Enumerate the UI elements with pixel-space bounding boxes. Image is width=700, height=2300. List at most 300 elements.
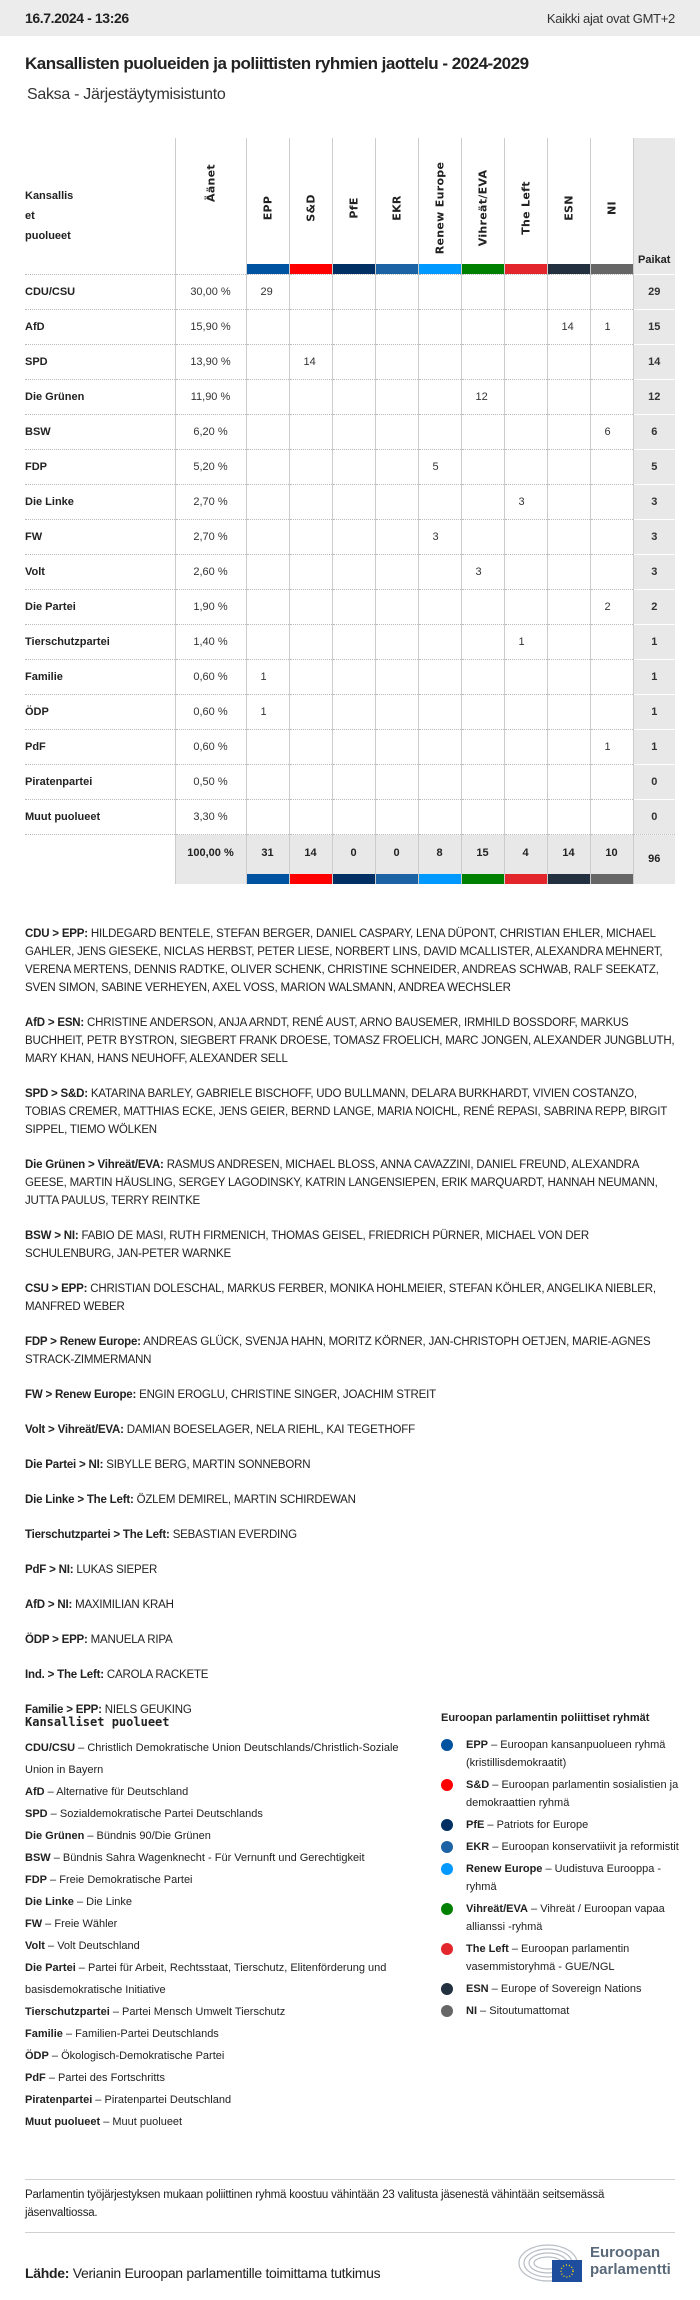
member-group-label: Tierschutzpartei > The Left: bbox=[25, 1529, 170, 1541]
legend-abbr: Vihreät/EVA bbox=[466, 1903, 528, 1915]
party-name: AfD bbox=[25, 309, 175, 344]
legend-name: Freie Wähler bbox=[54, 1918, 118, 1930]
legend-party-item: AfD – Alternative für Deutschland bbox=[25, 1786, 189, 1798]
group-seat-count bbox=[375, 449, 418, 484]
group-seat-count bbox=[504, 764, 547, 799]
group-seat-count bbox=[332, 624, 375, 659]
legend-abbr: Tierschutzpartei bbox=[25, 2006, 110, 2018]
group-total bbox=[246, 834, 289, 884]
group-seat-count bbox=[461, 799, 504, 834]
legend-abbr: Die Grünen bbox=[25, 1830, 85, 1842]
divider bbox=[25, 2232, 675, 2233]
totals-row bbox=[25, 834, 675, 884]
group-seat-count: 1 bbox=[590, 729, 633, 764]
legend-party-item: Piratenpartei – Piratenpartei Deutschland bbox=[25, 2094, 232, 2106]
group-seat-count: 5 bbox=[418, 449, 461, 484]
group-total-value: 4 bbox=[522, 847, 529, 860]
group-seat-count bbox=[418, 379, 461, 414]
legend-abbr: PfE bbox=[466, 1819, 485, 1831]
group-seat-count bbox=[590, 379, 633, 414]
group-color-dot-icon bbox=[441, 1841, 453, 1853]
group-seat-count bbox=[246, 484, 289, 519]
legend-abbr: ESN bbox=[466, 1983, 489, 1995]
group-color-bar bbox=[376, 264, 418, 274]
member-group-label: Familie > EPP: bbox=[25, 1704, 102, 1716]
group-seat-count: 6 bbox=[590, 414, 633, 449]
vote-share: 5,20 % bbox=[175, 449, 246, 484]
group-seat-count bbox=[547, 414, 590, 449]
total-seats: 12 bbox=[633, 379, 675, 414]
group-seat-count bbox=[246, 624, 289, 659]
group-total bbox=[375, 834, 418, 884]
group-seat-count bbox=[504, 449, 547, 484]
member-names: DAMIAN BOESELAGER, NELA RIEHL, KAI TEGETHOFF bbox=[126, 1424, 415, 1436]
member-group-label: CDU > EPP: bbox=[25, 928, 88, 940]
table-row bbox=[25, 309, 675, 344]
group-seat-count: 1 bbox=[590, 309, 633, 344]
group-total-value: 14 bbox=[562, 847, 575, 860]
vote-share: 1,40 % bbox=[175, 624, 246, 659]
header-group-vihre-t-eva bbox=[461, 138, 504, 274]
group-seat-count bbox=[375, 274, 418, 309]
header-group-renew-europe bbox=[418, 138, 461, 274]
table-row bbox=[25, 589, 675, 624]
group-seat-count bbox=[461, 519, 504, 554]
group-seat-count bbox=[461, 589, 504, 624]
group-seat-count bbox=[461, 484, 504, 519]
vote-share: 0,60 % bbox=[175, 694, 246, 729]
table-row bbox=[25, 344, 675, 379]
legend-party-item: Muut puolueet – Muut puolueet bbox=[25, 2116, 183, 2128]
group-color-bar bbox=[462, 264, 504, 274]
group-seat-count bbox=[590, 694, 633, 729]
header-group-ekr bbox=[375, 138, 418, 274]
party-name: BSW bbox=[25, 414, 175, 449]
group-seat-count bbox=[332, 484, 375, 519]
total-seats: 1 bbox=[633, 729, 675, 764]
member-list bbox=[25, 925, 675, 1736]
legend-title: Kansalliset puolueet bbox=[25, 1715, 170, 1729]
vote-share: 0,60 % bbox=[175, 659, 246, 694]
group-total-value: 8 bbox=[436, 847, 443, 860]
group-seat-count bbox=[547, 484, 590, 519]
page-subtitle: Saksa - Järjestäytymisistunto bbox=[27, 86, 226, 103]
group-seat-count bbox=[289, 519, 332, 554]
member-names: HILDEGARD BENTELE, STEFAN BERGER, DANIEL CASPARY, LENA DÜPONT, CHRISTIAN EHLER, MICHAEL GAHLER, JENS GIESEKE, NICLAS HERBST, PETER LIESE, NORBERT LINS, DAVID MCALLISTER, ALEXANDRA MEHNERT, VERENA MERTENS, DENNIS RADTKE, OLIVER SCHENK, CHRISTINE SCHNEIDER, ANDREAS SCHWAB, RALF SEEKATZ, SVEN SIMON, SABINE VERHEYEN, AXEL VOSS, MARION WALSMANN, ANDREA WECHSLER bbox=[25, 928, 663, 994]
group-seat-count bbox=[332, 729, 375, 764]
member-group bbox=[25, 1085, 675, 1139]
party-name: Volt bbox=[25, 554, 175, 589]
legend-name: Freie Demokratische Partei bbox=[59, 1874, 193, 1886]
logo-line: Euroopan bbox=[590, 2244, 660, 2261]
group-seat-count bbox=[418, 799, 461, 834]
group-seat-count bbox=[246, 764, 289, 799]
group-seat-count bbox=[461, 344, 504, 379]
group-seat-count bbox=[504, 589, 547, 624]
timestamp: 16.7.2024 - 13:26 bbox=[25, 10, 129, 26]
legend-name: Euroopan parlamentin sosialistien ja demokraattien ryhmä bbox=[466, 1779, 679, 1809]
group-color-bar bbox=[462, 874, 504, 884]
total-seats: 15 bbox=[633, 309, 675, 344]
legend-name: Uudistuva Eurooppa -ryhmä bbox=[466, 1863, 662, 1893]
group-seat-count bbox=[504, 519, 547, 554]
header-group-esn bbox=[547, 138, 590, 274]
header-votes bbox=[175, 138, 246, 274]
group-seat-count bbox=[332, 694, 375, 729]
group-seat-count bbox=[547, 449, 590, 484]
group-seat-count bbox=[375, 554, 418, 589]
group-color-bar bbox=[505, 264, 547, 274]
group-seat-count bbox=[375, 659, 418, 694]
member-names: KATARINA BARLEY, GABRIELE BISCHOFF, UDO BULLMANN, DELARA BURKHARDT, VIVIEN COSTANZO, TOBIAS CREMER, MATTHIAS ECKE, JENS GEIER, BERND LANGE, MARIA NOICHL, RENÉ REPASI, SABRINA REPP, BIRGIT SIPPEL, TIEMO WÖLKEN bbox=[25, 1088, 667, 1136]
group-seat-count bbox=[375, 799, 418, 834]
header-group-ni bbox=[590, 138, 633, 274]
group-total-value: 10 bbox=[605, 847, 618, 860]
group-seat-count: 3 bbox=[461, 554, 504, 589]
group-color-bar bbox=[376, 874, 418, 884]
group-seat-count bbox=[590, 274, 633, 309]
party-name: PdF bbox=[25, 729, 175, 764]
logo-line: parlamentti bbox=[590, 2261, 671, 2278]
group-seat-count bbox=[590, 449, 633, 484]
group-seat-count: 14 bbox=[289, 344, 332, 379]
group-seat-count bbox=[547, 274, 590, 309]
group-seat-count bbox=[246, 519, 289, 554]
group-seat-count bbox=[246, 729, 289, 764]
legend-name: Partei Mensch Umwelt Tierschutz bbox=[122, 2006, 286, 2018]
member-group bbox=[25, 1526, 675, 1544]
legend-group-item: Renew Europe – Uudistuva Eurooppa -ryhmä bbox=[441, 1860, 681, 1896]
group-seat-count bbox=[547, 624, 590, 659]
legend-title: Euroopan parlamentin poliittiset ryhmät bbox=[441, 1712, 650, 1724]
group-seat-count bbox=[246, 799, 289, 834]
group-seat-count bbox=[246, 379, 289, 414]
parliament-hemicycle-icon bbox=[518, 2242, 582, 2284]
member-names: ENGIN EROGLU, CHRISTINE SINGER, JOACHIM STREIT bbox=[139, 1389, 436, 1401]
legend-name: Familien-Partei Deutschlands bbox=[75, 2028, 219, 2040]
party-name: Piratenpartei bbox=[25, 764, 175, 799]
group-seat-count bbox=[547, 764, 590, 799]
group-color-dot-icon bbox=[441, 1819, 453, 1831]
legend-party-item: SPD – Sozialdemokratische Partei Deutschlands bbox=[25, 1808, 263, 1820]
legend-abbr: PdF bbox=[25, 2072, 46, 2084]
group-seat-count bbox=[289, 379, 332, 414]
legend-abbr: Familie bbox=[25, 2028, 63, 2040]
group-seat-count bbox=[246, 589, 289, 624]
group-seat-count bbox=[289, 274, 332, 309]
table-header-row bbox=[25, 138, 675, 274]
political-groups-legend bbox=[441, 1712, 681, 2024]
legend-group-item: ESN – Europe of Sovereign Nations bbox=[441, 1980, 681, 1998]
group-total-value: 15 bbox=[476, 847, 489, 860]
group-seat-count bbox=[590, 554, 633, 589]
group-seat-count: 3 bbox=[504, 484, 547, 519]
member-names: MAXIMILIAN KRAH bbox=[75, 1599, 174, 1611]
group-color-dot-icon bbox=[441, 1983, 453, 1995]
header-votes-label: Äänet bbox=[204, 164, 217, 202]
group-seat-count bbox=[461, 729, 504, 764]
group-seat-count bbox=[246, 309, 289, 344]
group-seat-count bbox=[461, 624, 504, 659]
group-color-bar bbox=[548, 264, 590, 274]
group-seat-count bbox=[461, 274, 504, 309]
legend-name: Partei für Arbeit, Rechtsstaat, Tierschutz, Elitenförderung und basisdemokratische Initiative bbox=[25, 1962, 387, 1996]
table-body bbox=[25, 274, 675, 884]
group-seat-count bbox=[504, 274, 547, 309]
group-seat-count bbox=[461, 449, 504, 484]
group-color-bar bbox=[333, 874, 375, 884]
table-row bbox=[25, 519, 675, 554]
group-seat-count bbox=[590, 624, 633, 659]
total-seats: 1 bbox=[633, 659, 675, 694]
member-group-label: AfD > NI: bbox=[25, 1599, 73, 1611]
member-names: SIBYLLE BERG, MARTIN SONNEBORN bbox=[106, 1459, 311, 1471]
party-name: Die Linke bbox=[25, 484, 175, 519]
legend-name: Alternative für Deutschland bbox=[56, 1786, 189, 1798]
group-color-dot-icon bbox=[441, 1943, 453, 1955]
legend-name: Ökologisch-Demokratische Partei bbox=[61, 2050, 225, 2062]
legend-name: Bündnis 90/Die Grünen bbox=[96, 1830, 211, 1842]
table-row bbox=[25, 414, 675, 449]
legend-abbr: NI bbox=[466, 2005, 477, 2017]
header-seats: Paikat bbox=[633, 138, 675, 274]
party-name: CDU/CSU bbox=[25, 274, 175, 309]
group-color-bar bbox=[247, 874, 289, 884]
member-group bbox=[25, 1561, 675, 1579]
group-seat-count bbox=[547, 554, 590, 589]
source bbox=[25, 2265, 380, 2281]
group-seat-count bbox=[375, 484, 418, 519]
member-group-label: Die Partei > NI: bbox=[25, 1459, 104, 1471]
member-group-label: Ind. > The Left: bbox=[25, 1669, 104, 1681]
legend-group-item: S&D – Euroopan parlamentin sosialistien ja demokraattien ryhmä bbox=[441, 1776, 681, 1812]
party-name: Tierschutzpartei bbox=[25, 624, 175, 659]
group-seat-count bbox=[418, 484, 461, 519]
group-seat-count bbox=[289, 309, 332, 344]
group-seat-count bbox=[375, 589, 418, 624]
member-names: NIELS GEUKING bbox=[104, 1704, 192, 1716]
member-group bbox=[25, 1456, 675, 1474]
group-seat-count bbox=[504, 414, 547, 449]
legend-party-item: Die Grünen – Bündnis 90/Die Grünen bbox=[25, 1830, 211, 1842]
legend-party-item: CDU/CSU – Christlich Demokratische Union Deutschlands/Christlich-Soziale Union in Bayern bbox=[25, 1742, 399, 1776]
vote-share: 3,30 % bbox=[175, 799, 246, 834]
group-seat-count bbox=[289, 799, 332, 834]
total-votes bbox=[175, 834, 246, 884]
legend-abbr: SPD bbox=[25, 1808, 48, 1820]
legend-abbr: Die Linke bbox=[25, 1896, 74, 1908]
group-seat-count bbox=[504, 344, 547, 379]
group-seat-count: 1 bbox=[504, 624, 547, 659]
legend-abbr: The Left bbox=[466, 1943, 509, 1955]
group-color-bar bbox=[247, 264, 289, 274]
total-seats: 1 bbox=[633, 624, 675, 659]
group-seat-count bbox=[332, 659, 375, 694]
member-group-label: Die Linke > The Left: bbox=[25, 1494, 134, 1506]
group-seat-count: 1 bbox=[246, 694, 289, 729]
legend-party-item: FDP – Freie Demokratische Partei bbox=[25, 1874, 193, 1886]
table-row bbox=[25, 554, 675, 589]
legend-party-item: Die Linke – Die Linke bbox=[25, 1896, 132, 1908]
legend-abbr: Die Partei bbox=[25, 1962, 76, 1974]
header-group-label: EPP bbox=[261, 195, 274, 221]
group-seat-count bbox=[590, 519, 633, 554]
group-seat-count bbox=[547, 589, 590, 624]
party-name: ÖDP bbox=[25, 694, 175, 729]
table-row bbox=[25, 624, 675, 659]
group-seat-count bbox=[547, 694, 590, 729]
group-seat-count bbox=[418, 729, 461, 764]
vote-share: 6,20 % bbox=[175, 414, 246, 449]
group-seat-count bbox=[590, 659, 633, 694]
header-group-s-d bbox=[289, 138, 332, 274]
timezone-note: Kaikki ajat ovat GMT+2 bbox=[546, 10, 675, 26]
legend-name: Muut puolueet bbox=[112, 2116, 183, 2128]
total-seats: 3 bbox=[633, 554, 675, 589]
group-seat-count bbox=[289, 729, 332, 764]
source-text: Verianin Euroopan parlamentille toimittama tutkimus bbox=[72, 2265, 381, 2281]
group-seat-count bbox=[332, 764, 375, 799]
member-group bbox=[25, 1386, 675, 1404]
header-group-epp bbox=[246, 138, 289, 274]
group-seat-count bbox=[418, 659, 461, 694]
group-seat-count bbox=[590, 344, 633, 379]
group-total bbox=[332, 834, 375, 884]
group-total bbox=[504, 834, 547, 884]
group-seat-count bbox=[461, 414, 504, 449]
group-color-bar bbox=[333, 264, 375, 274]
legend-abbr: Muut puolueet bbox=[25, 2116, 101, 2128]
member-group-label: Volt > Vihreät/EVA: bbox=[25, 1424, 124, 1436]
total-seats: 2 bbox=[633, 589, 675, 624]
group-seat-count bbox=[289, 694, 332, 729]
divider bbox=[25, 2179, 675, 2180]
total-seats: 0 bbox=[633, 764, 675, 799]
legend-name: Christlich Demokratische Union Deutschlands/Christlich-Soziale Union in Bayern bbox=[25, 1742, 399, 1776]
group-seat-count bbox=[246, 554, 289, 589]
group-seat-count bbox=[504, 659, 547, 694]
legend-abbr: Volt bbox=[25, 1940, 45, 1952]
source-label: Lähde: bbox=[25, 2265, 70, 2281]
group-total bbox=[590, 834, 633, 884]
header-name-line: puolueet bbox=[25, 229, 71, 242]
group-seat-count bbox=[289, 624, 332, 659]
legend-group-item: The Left – Euroopan parlamentin vasemmistoryhmä - GUE/NGL bbox=[441, 1940, 681, 1976]
group-seat-count bbox=[332, 274, 375, 309]
european-parliament-logo[interactable] bbox=[518, 2242, 678, 2284]
group-color-dot-icon bbox=[441, 1779, 453, 1791]
group-seat-count bbox=[547, 519, 590, 554]
member-group bbox=[25, 925, 675, 997]
member-names: CHRISTIAN DOLESCHAL, MARKUS FERBER, MONIKA HOHLMEIER, STEFAN KÖHLER, ANGELIKA NIEBLER, MANFRED WEBER bbox=[25, 1283, 656, 1313]
group-color-bar bbox=[591, 874, 633, 884]
member-group bbox=[25, 1280, 675, 1316]
total-votes-value: 100,00 % bbox=[187, 847, 234, 860]
legend-abbr: CDU/CSU bbox=[25, 1742, 76, 1754]
group-color-bar bbox=[419, 874, 461, 884]
vote-share: 0,50 % bbox=[175, 764, 246, 799]
total-seats: 29 bbox=[633, 274, 675, 309]
member-group-label: PdF > NI: bbox=[25, 1564, 74, 1576]
group-seat-count bbox=[375, 519, 418, 554]
group-seat-count bbox=[418, 589, 461, 624]
member-names: CHRISTINE ANDERSON, ANJA ARNDT, RENÉ AUST, ARNO BAUSEMER, IRMHILD BOSSDORF, MARKUS BUCHHEIT, PETR BYSTRON, SIEGBERT FRANK DROESE, TOMASZ FROELICH, MARC JONGEN, ALEXANDER JUNGBLUTH, MARY KHAN, HANS NEUHOFF, ALEXANDER SELL bbox=[25, 1017, 675, 1065]
legend-group-item: Vihreät/EVA – Vihreät / Euroopan vapaa allianssi -ryhmä bbox=[441, 1900, 681, 1936]
vote-share: 2,60 % bbox=[175, 554, 246, 589]
group-seat-count bbox=[547, 729, 590, 764]
group-seat-count bbox=[461, 694, 504, 729]
member-group-label: AfD > ESN: bbox=[25, 1017, 85, 1029]
member-group bbox=[25, 1156, 675, 1210]
member-group bbox=[25, 1631, 675, 1649]
group-color-dot-icon bbox=[441, 1739, 453, 1751]
member-names: ANDREAS GLÜCK, SVENJA HAHN, MORITZ KÖRNER, JAN-CHRISTOPH OETJEN, MARIE-AGNES STRACK-ZIMMERMANN bbox=[25, 1336, 651, 1366]
total-seats: 6 bbox=[633, 414, 675, 449]
group-seat-count bbox=[375, 309, 418, 344]
group-seat-count: 1 bbox=[246, 659, 289, 694]
member-names: SEBASTIAN EVERDING bbox=[172, 1529, 297, 1541]
legend-name: Sitoutumattomat bbox=[489, 2005, 570, 2017]
group-seat-count bbox=[418, 414, 461, 449]
group-seat-count bbox=[332, 519, 375, 554]
group-total bbox=[289, 834, 332, 884]
group-seat-count bbox=[375, 624, 418, 659]
total-seats: 0 bbox=[633, 799, 675, 834]
group-seat-count bbox=[504, 729, 547, 764]
group-seat-count bbox=[332, 379, 375, 414]
legend-abbr: Piratenpartei bbox=[25, 2094, 93, 2106]
party-name: FW bbox=[25, 519, 175, 554]
member-names: LUKAS SIEPER bbox=[76, 1564, 158, 1576]
group-seat-count bbox=[590, 484, 633, 519]
member-group-label: FDP > Renew Europe: bbox=[25, 1336, 141, 1348]
group-seat-count bbox=[418, 274, 461, 309]
member-group bbox=[25, 1227, 675, 1263]
legend-abbr: AfD bbox=[25, 1786, 45, 1798]
table-row bbox=[25, 274, 675, 309]
total-seats: 3 bbox=[633, 519, 675, 554]
group-seat-count bbox=[418, 624, 461, 659]
group-seat-count bbox=[332, 449, 375, 484]
table-row bbox=[25, 659, 675, 694]
header-group-label: PfE bbox=[347, 197, 360, 219]
legend-party-item: PdF – Partei des Fortschritts bbox=[25, 2072, 165, 2084]
member-names: FABIO DE MASI, RUTH FIRMENICH, THOMAS GEISEL, FRIEDRICH PÜRNER, MICHAEL VON DER SCHULENBURG, JAN-PETER WARNKE bbox=[25, 1230, 589, 1260]
group-color-dot-icon bbox=[441, 2005, 453, 2017]
group-seat-count bbox=[461, 309, 504, 344]
legend-group-item: PfE – Patriots for Europe bbox=[441, 1816, 681, 1834]
group-seat-count bbox=[332, 344, 375, 379]
vote-share: 15,90 % bbox=[175, 309, 246, 344]
page-title: Kansallisten puolueiden ja poliittisten ryhmien jaottelu - 2024-2029 bbox=[25, 54, 529, 73]
legend-name: Die Linke bbox=[86, 1896, 132, 1908]
header-group-label: The Left bbox=[519, 181, 532, 235]
group-color-bar bbox=[591, 264, 633, 274]
group-seat-count bbox=[375, 694, 418, 729]
header-group-the-left bbox=[504, 138, 547, 274]
group-seat-count bbox=[375, 729, 418, 764]
group-total bbox=[418, 834, 461, 884]
group-seat-count bbox=[289, 414, 332, 449]
group-seat-count bbox=[547, 379, 590, 414]
vote-share: 2,70 % bbox=[175, 484, 246, 519]
legend-name: Piratenpartei Deutschland bbox=[104, 2094, 232, 2106]
table-row bbox=[25, 729, 675, 764]
group-seat-count: 14 bbox=[547, 309, 590, 344]
table-row bbox=[25, 379, 675, 414]
legend-abbr: FW bbox=[25, 1918, 43, 1930]
group-seat-count bbox=[332, 414, 375, 449]
